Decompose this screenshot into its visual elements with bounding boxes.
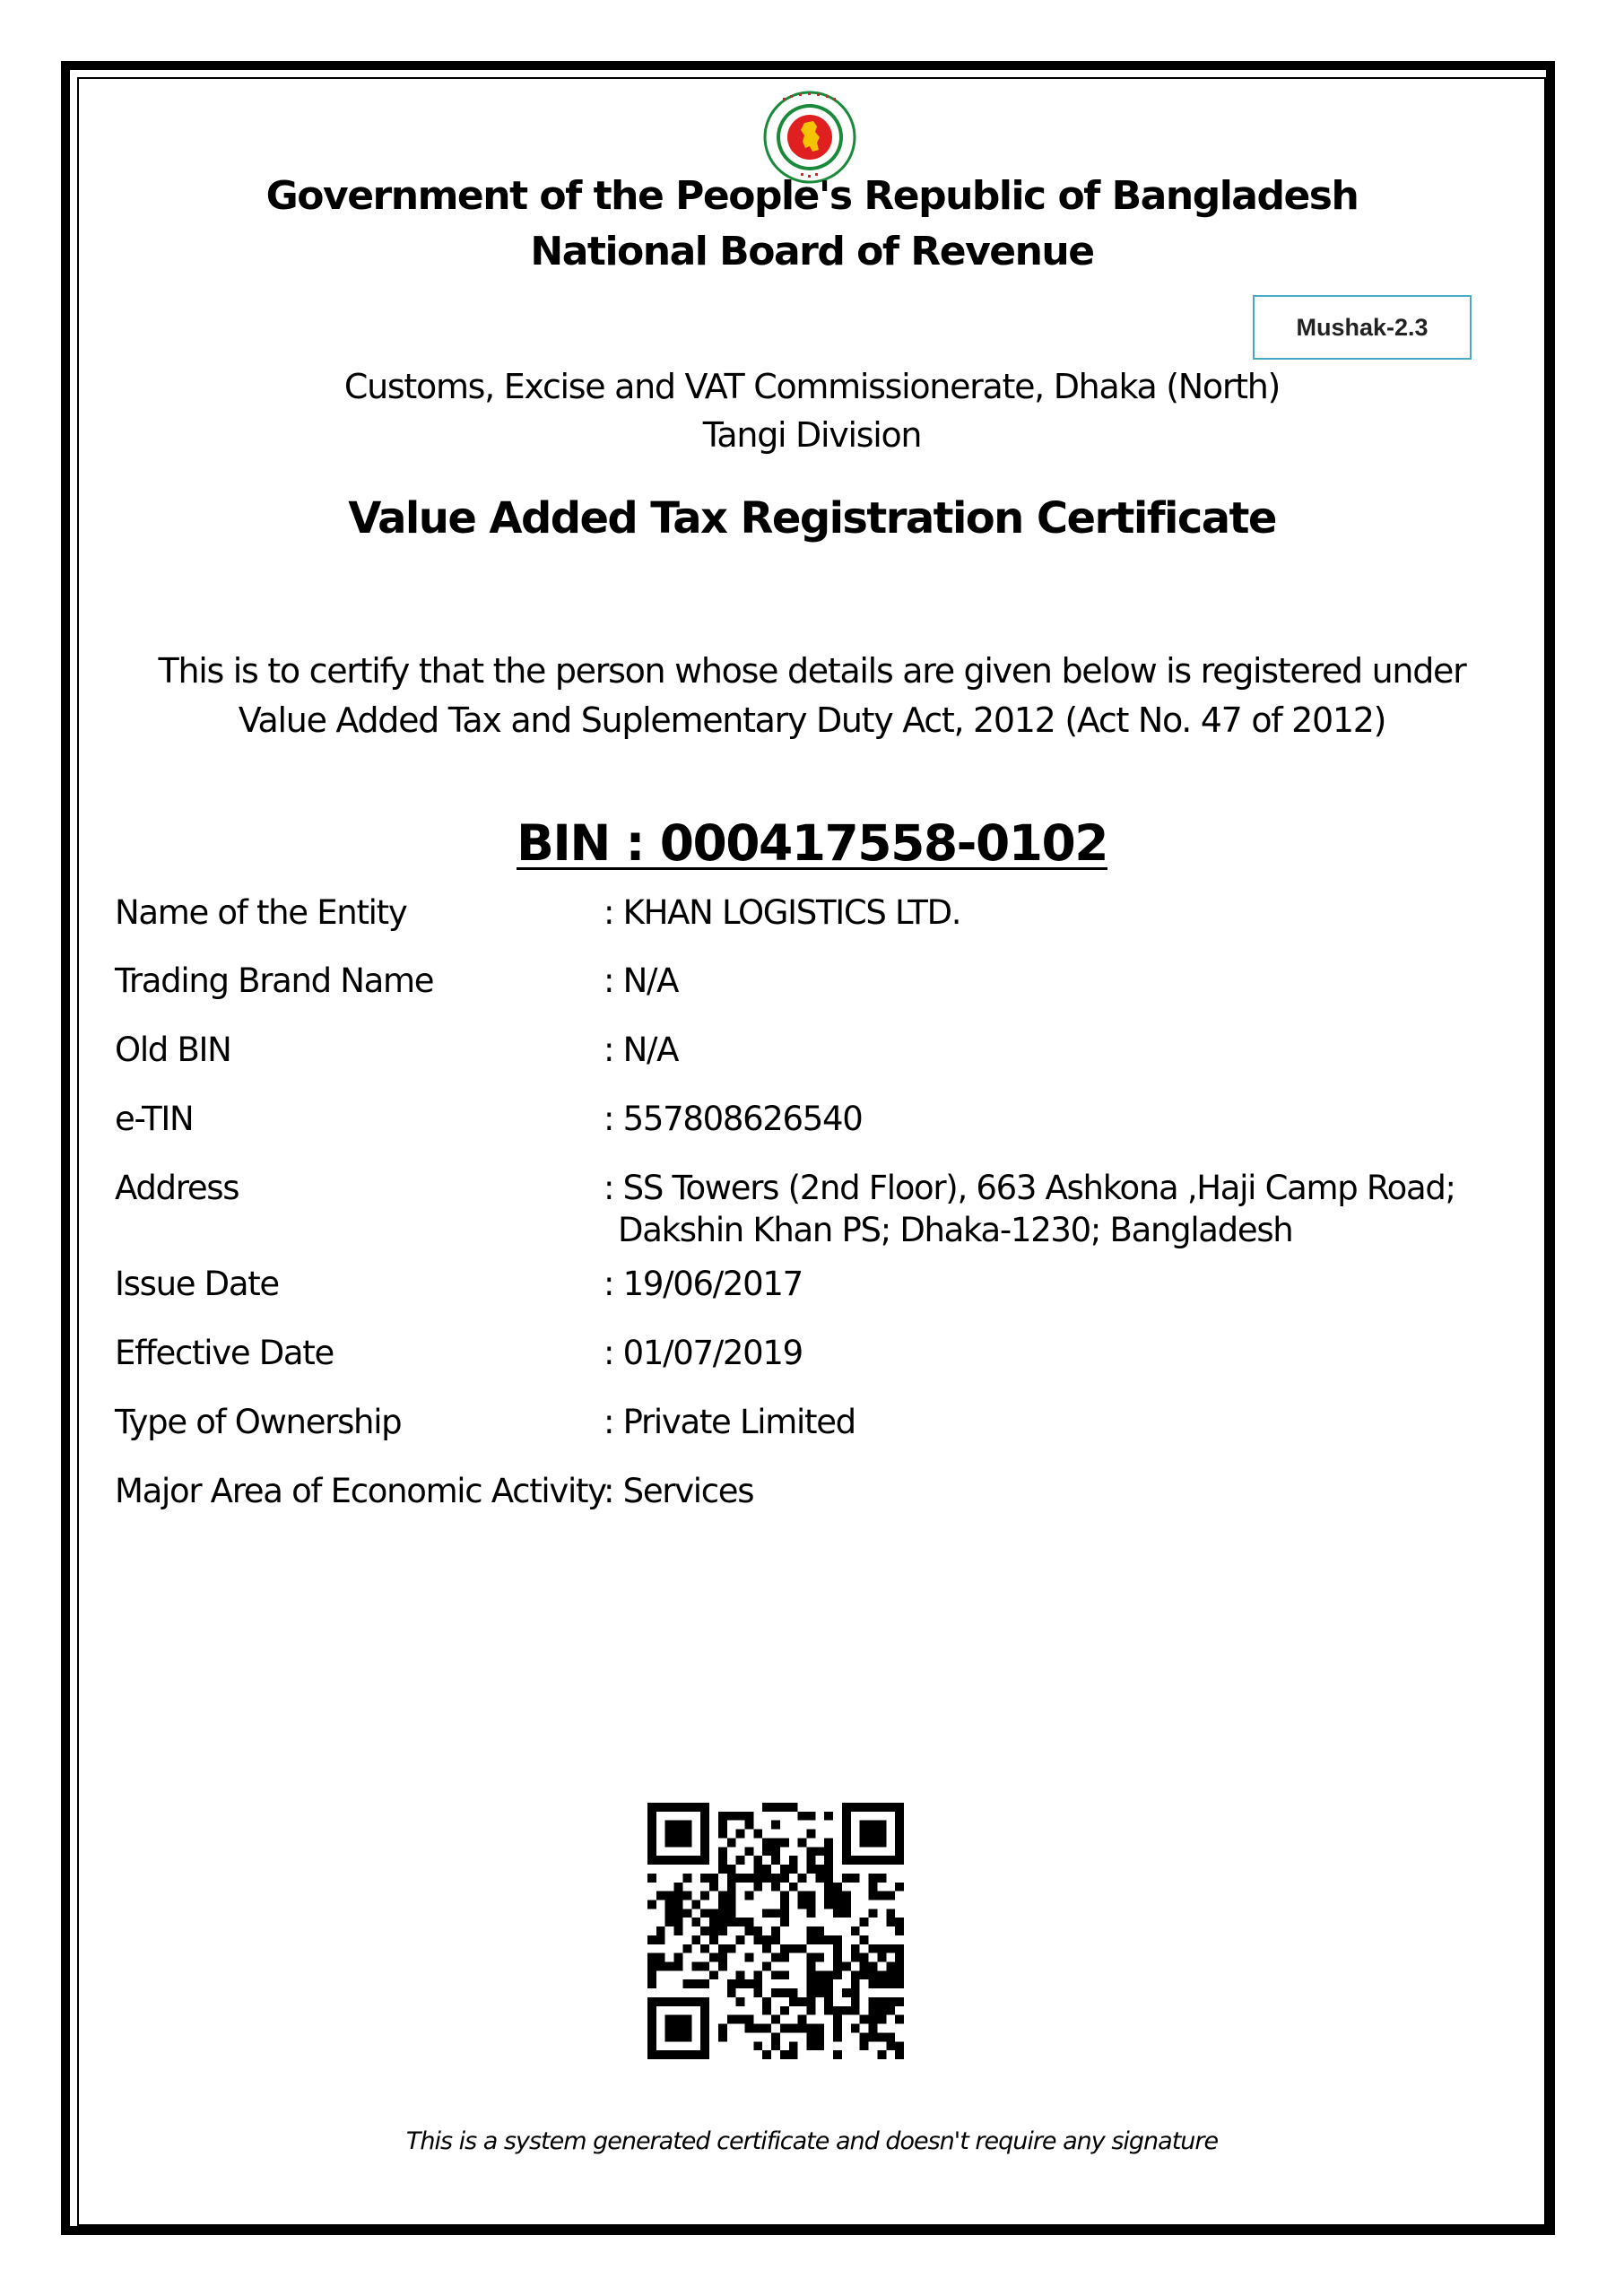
etin-label: e-TIN [115, 1100, 194, 1138]
qr-code-icon [647, 1803, 904, 2059]
entity-name-label: Name of the Entity [115, 893, 407, 932]
economic-activity-value: : Services [604, 1472, 754, 1510]
bangladesh-government-emblem-icon [763, 91, 856, 184]
footer-note: This is a system generated certificate and doesn't require any signature [405, 2127, 1219, 2155]
trading-brand-value: : N/A [604, 961, 679, 1000]
old-bin-value: : N/A [604, 1031, 679, 1069]
issue-date-value: : 19/06/2017 [604, 1265, 803, 1303]
trading-brand-label: Trading Brand Name [115, 961, 434, 1000]
ownership-type-label: Type of Ownership [115, 1403, 402, 1441]
effective-date-label: Effective Date [115, 1334, 334, 1372]
government-title: Government of the People's Republic of Bangladesh [265, 173, 1359, 219]
bin-number [0, 814, 1624, 872]
form-code-badge: Mushak-2.3 [1253, 295, 1472, 360]
address-label: Address [115, 1169, 239, 1207]
entity-name-value: : KHAN LOGISTICS LTD. [604, 893, 961, 932]
address-value-line-1: : SS Towers (2nd Floor), 663 Ashkona ,Haji Camp Road; [604, 1169, 1455, 1207]
old-bin-label: Old BIN [115, 1031, 231, 1069]
commissionerate-name: Customs, Excise and VAT Commissionerate, Dhaka (North) [343, 367, 1281, 406]
etin-value: : 557808626540 [604, 1100, 863, 1138]
board-title: National Board of Revenue [530, 229, 1094, 274]
effective-date-value: : 01/07/2019 [604, 1334, 803, 1372]
certify-text-line-2: Value Added Tax and Suplementary Duty Act, 2012 (Act No. 47 of 2012) [238, 700, 1386, 740]
certificate-title: Value Added Tax Registration Certificate [348, 493, 1276, 544]
division-name: Tangi Division [702, 415, 922, 455]
ownership-type-value: : Private Limited [604, 1403, 855, 1441]
economic-activity-label: Major Area of Economic Activity [115, 1472, 606, 1510]
address-value-line-2: Dakshin Khan PS; Dhaka-1230; Bangladesh [618, 1211, 1293, 1249]
certify-text-line-1: This is to certify that the person whose details are given below is registered under [158, 651, 1466, 691]
bin-text: BIN : 000417558-0102 [516, 814, 1108, 872]
issue-date-label: Issue Date [115, 1265, 279, 1303]
